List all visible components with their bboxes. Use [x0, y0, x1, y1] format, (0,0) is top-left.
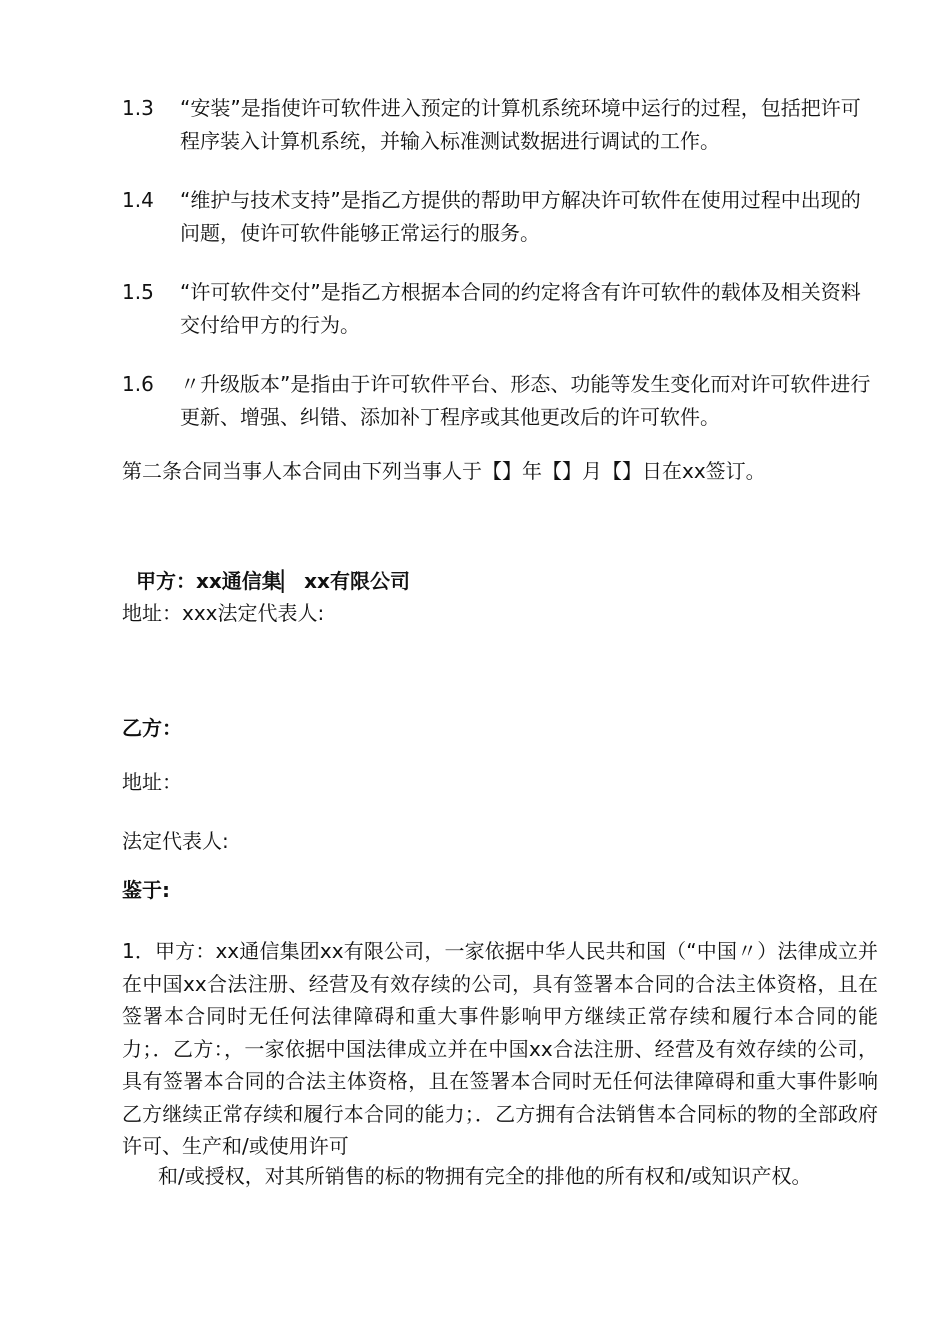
whereas-body: 1．甲方：xx通信集团xx有限公司，一家依据中华人民共和国（“中国〃）法律成立并在中国xx合法注册、经营及有效存续的公司，具有签署本合同的合法主体资格，且在签署本合同时无任何法律障碍和重大事件影响甲方继续正常存续和履行本合同的能力；．乙方：，一家依据中国法律成立并在中国xx合法注册、经营及有效存续的公司，具有签署本合同的合法主体资格，且在签署本合同时无任何法律障碍和重大事件影响乙方继续正常存续和履行本合同的能力；．乙方拥有合法销售本合同标的物的全部政府许可、生产和/或使用许可	[122, 939, 878, 1158]
article-2-text: 第二条合同当事人本合同由下列当事人于【】年【】月【】日在xx签订。	[122, 459, 766, 483]
party-b-representative: 法定代表人:	[122, 829, 229, 853]
definition-number: 1.6	[122, 372, 154, 396]
definition-1-5	[122, 276, 878, 342]
definition-number: 1.3	[122, 96, 154, 120]
definition-text: “许可软件交付”是指乙方根据本合同的约定将含有许可软件的载体及相关资料交付给甲方的行为。	[180, 280, 861, 337]
definition-text: 〃升级版本”是指由于许可软件平台、形态、功能等发生变化而对许可软件进行更新、增强、纠错、添加补丁程序或其他更改后的许可软件。	[180, 372, 871, 429]
definition-1-4	[122, 184, 878, 250]
whereas-label: 鉴于:	[122, 878, 170, 902]
definition-1-3	[122, 92, 878, 158]
definition-text: “安装”是指使许可软件进入预定的计算机系统环境中运行的过程，包括把许可程序装入计算机系统，并输入标准测试数据进行调试的工作。	[180, 96, 861, 153]
party-a-label: 甲方：xx通信集▏ xx有限公司	[136, 569, 410, 593]
definition-number: 1.4	[122, 188, 154, 212]
party-b-label: 乙方：	[122, 716, 182, 740]
definition-1-6	[122, 368, 878, 434]
party-b-address: 地址：	[122, 770, 182, 794]
definition-text: “维护与技术支持”是指乙方提供的帮助甲方解决许可软件在使用过程中出现的问题，使许可软件能够正常运行的服务。	[180, 188, 861, 245]
party-a-address: 地址：xxx法定代表人:	[122, 601, 325, 625]
whereas-tail: 和/或授权，对其所销售的标的物拥有完全的排他的所有权和/或知识产权。	[158, 1164, 812, 1188]
definition-number: 1.5	[122, 280, 154, 304]
